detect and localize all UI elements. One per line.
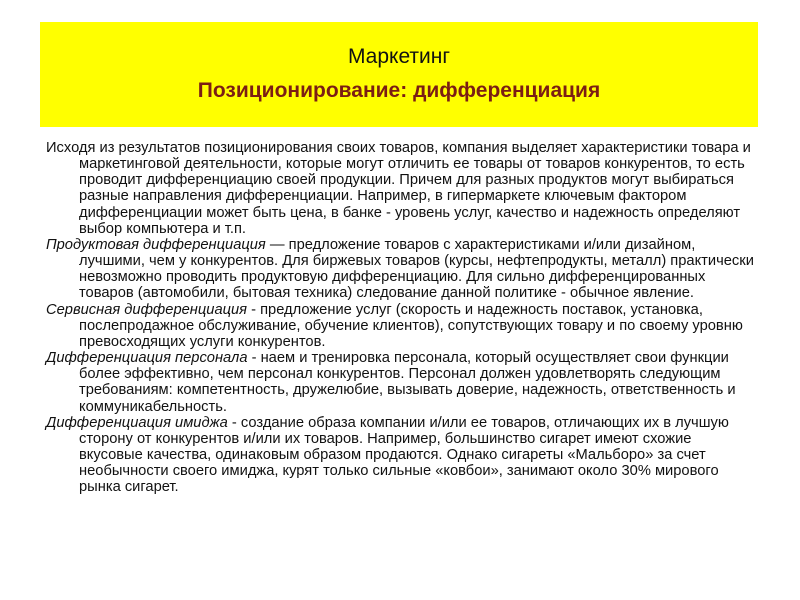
paragraph-image-differentiation-text: - создание образа компании и/или ее товаров, отличающих их в лучшую сторону от конкурентов и/или их товаров. Например, большинство сигарет имеют схожие вкусовые качества, одинаковым образом продаются. Однако сигареты «Мальборо» за счет необычности своего имиджа, курят только сильные «ковбои», занимают около 30% мирового рынка сигарет.: [79, 414, 729, 496]
paragraph-personnel-differentiation: [46, 350, 758, 415]
term-product-differentiation: Продуктовая дифференциация: [46, 236, 266, 253]
term-service-differentiation: Сервисная дифференциация: [46, 301, 248, 318]
paragraph-intro-text: Исходя из результатов позиционирования своих товаров, компания выделяет характеристики товара и маркетинговой деятельности, которые могут отличить ее товары от товаров конкурентов, то есть проводит дифференциацию своей продукции. Причем для разных продуктов могут выбираться разные направления дифференциации. Например, в гипермаркете ключевым фактором дифференциации может быть цена, в банке - уровень услуг, качество и надежность определяют выбор компьютера и т.п.: [46, 140, 751, 237]
slide-subtitle: Позиционирование: дифференциация: [197, 79, 601, 102]
paragraph-service-differentiation: [46, 302, 758, 350]
term-personnel-differentiation: Дифференциация персонала: [46, 350, 248, 367]
paragraph-personnel-differentiation-text: - наем и тренировка персонала, который осуществляет свои функции более эффективно, чем персонал конкурентов. Персонал должен удовлетворять следующим требованиям: компетентность, дружелюбие, вызывать доверие, надежность, ответственность и коммуникабельность.: [79, 350, 736, 415]
term-image-differentiation: Дифференциация имиджа: [46, 414, 228, 431]
paragraph-intro: [46, 140, 758, 237]
slide-body: [46, 140, 758, 495]
paragraph-product-differentiation-text: — предложение товаров с характеристиками и/или дизайном, лучшими, чем у конкурентов. Для биржевых товаров (курсы, нефтепродукты, металл) практически невозможно проводить продуктовую дифференциацию. Для сильно дифференцированных товаров (автомобили, бытовая техника) следование данной политике - обычное явление.: [79, 236, 754, 302]
paragraph-service-differentiation-text: - предложение услуг (скорость и надежность поставок, установка, послепродажное обслуживание, обучение клиентов), сопутствующих товару и по своему уровню превосходящих услуги конкурентов.: [79, 301, 743, 350]
slide-title: Маркетинг: [347, 45, 451, 68]
title-band: [40, 22, 758, 127]
paragraph-image-differentiation: [46, 415, 758, 496]
paragraph-product-differentiation: [46, 237, 758, 302]
